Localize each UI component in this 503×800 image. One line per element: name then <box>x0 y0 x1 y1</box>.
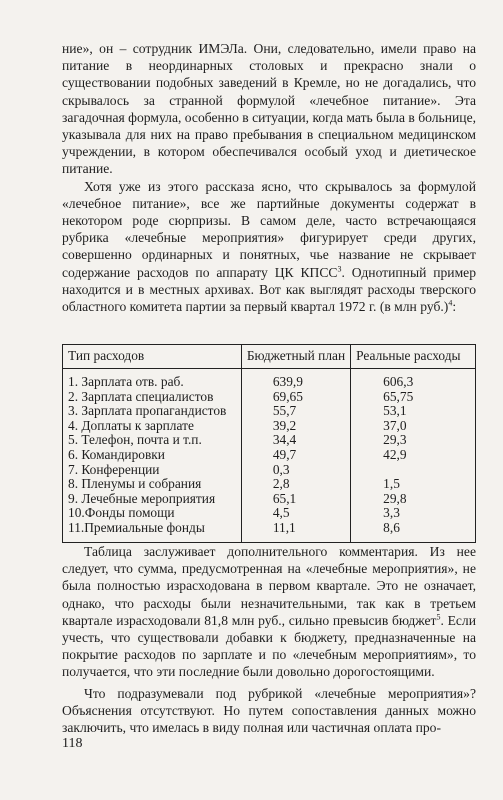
expenses-table <box>62 344 476 543</box>
row-type: 11.Премиальные фонды <box>63 521 242 542</box>
table-row <box>63 404 476 419</box>
row-type: 6. Командировки <box>63 448 242 463</box>
row-budget: 34,4 <box>241 433 350 448</box>
row-type: 4. Доплаты к зарплате <box>63 419 242 434</box>
row-budget: 49,7 <box>241 448 350 463</box>
row-budget: 39,2 <box>241 419 350 434</box>
table-row <box>63 390 476 405</box>
row-budget: 639,9 <box>241 369 350 390</box>
text-block-top <box>62 40 476 315</box>
paragraph-4: Что подразумевали под рубрикой «лечебные мероприятия»? Объяснения отсутствуют. Но путем сопоставления данных можно заключить, что имелась в виду полная или частичная оплата про- <box>62 685 476 736</box>
row-budget: 55,7 <box>241 404 350 419</box>
row-real: 1,5 <box>351 477 476 492</box>
row-real: 53,1 <box>351 404 476 419</box>
row-type: 10.Фонды помощи <box>63 506 242 521</box>
header-real: Реальные расходы <box>351 345 476 369</box>
paragraph-2-colon: : <box>452 299 457 315</box>
row-real: 606,3 <box>351 369 476 390</box>
header-type: Тип расходов <box>63 345 242 369</box>
table-body <box>63 369 476 543</box>
row-type: 7. Конференции <box>63 463 242 478</box>
row-real <box>351 463 476 478</box>
paragraph-1: ние», он – сотрудник ИМЭЛа. Они, следовательно, имели право на питание в неординарных столовых и прекрасно знали о существовании подобных заведений в Кремле, но не догадались, что скрывалось за странной формулой «лечебное питание». Эта загадочная формула, особенно в ситуации, когда мать была в больнице, указывала для них на право пребывания в специальном медицинском учреждении, в котором обеспечивался особый уход и диетическое питание. <box>62 41 476 177</box>
table-row <box>63 419 476 434</box>
header-budget: Бюджетный план <box>241 345 350 369</box>
row-budget: 65,1 <box>241 492 350 507</box>
row-real: 37,0 <box>351 419 476 434</box>
row-type: 2. Зарплата специалистов <box>63 390 242 405</box>
row-budget: 0,3 <box>241 463 350 478</box>
table-row <box>63 492 476 507</box>
text-block-bottom <box>62 543 476 736</box>
table-row <box>63 477 476 492</box>
footnote-ref-3: 3 <box>337 264 342 274</box>
table-row <box>63 448 476 463</box>
row-real: 65,75 <box>351 390 476 405</box>
paragraph-3-text: Таблица заслуживает дополнительного комментария. Из нее следует, что сумма, предусмотренная на «лечебные мероприятия», не была полностью израсходована в первом квартале. Это не означает, однако, что расходы были незначительными, так как в третьем квартале израсходовали 81,8 млн руб., сильно превысив бюджет <box>62 544 476 628</box>
footnote-ref-4: 4 <box>448 298 453 308</box>
table-row <box>63 521 476 542</box>
table-header-row <box>63 345 476 369</box>
row-real: 8,6 <box>351 521 476 542</box>
paragraph-2-text: Хотя уже из этого рассказа ясно, что скрывалось за формулой «лечебное питание», все же партийные документы содержат в некотором роде сюрпризы. В самом деле, часто встречающаяся рубрика «лечебные мероприятия» фигурирует среди других, совершенно ординарных и понятных, чье название не скрывает содержание расходов по аппарату ЦК КПСС <box>62 178 476 280</box>
row-type: 9. Лечебные мероприятия <box>63 492 242 507</box>
table-row <box>63 369 476 390</box>
row-real: 3,3 <box>351 506 476 521</box>
table-row <box>63 463 476 478</box>
row-real: 42,9 <box>351 448 476 463</box>
paragraph-3 <box>62 543 476 681</box>
paragraph-3-tail: . Если учесть, что существовали добавки к бюджету, предназначенные на покрытие расходов по зарплате и по «лечебным мероприятиям», то получается, что эти последние были довольно дорогостоящими. <box>62 612 476 680</box>
row-type: 8. Пленумы и собрания <box>63 477 242 492</box>
row-type: 5. Телефон, почта и т.п. <box>63 433 242 448</box>
row-type: 1. Зарплата отв. раб. <box>63 369 242 390</box>
footnote-ref-5: 5 <box>436 612 441 622</box>
row-budget: 4,5 <box>241 506 350 521</box>
row-real: 29,8 <box>351 492 476 507</box>
page-number: 118 <box>62 736 83 751</box>
paragraph-2-sep: . <box>341 264 352 280</box>
row-budget: 2,8 <box>241 477 350 492</box>
table-row <box>63 506 476 521</box>
row-type: 3. Зарплата пропагандистов <box>63 404 242 419</box>
row-budget: 11,1 <box>241 521 350 542</box>
row-real: 29,3 <box>351 433 476 448</box>
paragraph-2 <box>62 178 476 316</box>
table-row <box>63 433 476 448</box>
paragraph-2-tail: Однотипный пример находится и в местных архивах. Вот как выглядят расходы тверского областного комитета партии за первый квартал 1972 г. (в млн руб.) <box>62 264 476 315</box>
row-budget: 69,65 <box>241 390 350 405</box>
